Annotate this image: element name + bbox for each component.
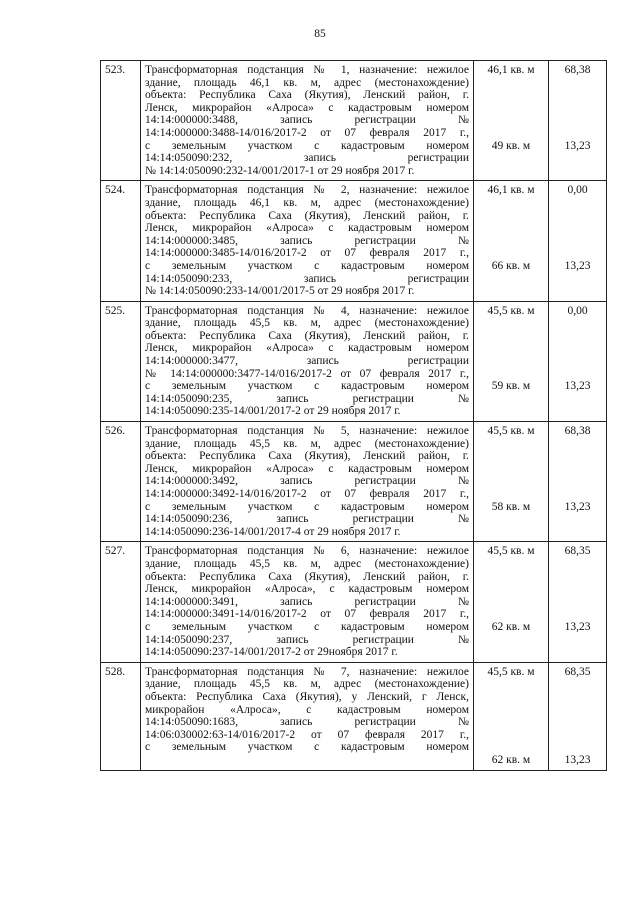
description-line: Трансформаторная подстанция № 4, назначение: нежилое [145, 304, 469, 317]
description-line: объекта: Республика Саха (Якутия), Ленский район, г. [145, 329, 469, 342]
building-area: 46,1 кв. м [487, 184, 535, 197]
description-line: здание, площадь 46,1 кв. м, адрес (местонахождение) [145, 76, 469, 89]
row-number: 528. [101, 662, 141, 770]
description-line: объекта: Республика Саха (Якутия), Ленский район, г. [145, 89, 469, 102]
value-cell [549, 301, 607, 421]
description-line: Ленск, микрорайон «Алроса» с кадастровым номером [145, 222, 469, 235]
description-line: с земельным участком с кадастровым номером [145, 139, 469, 152]
building-value: 68,35 [564, 545, 591, 558]
description-line: 14:14:050090:236, запись регистрации № [145, 513, 469, 526]
description-line: 14:14:000000:3488-14/016/2017-2 от 07 февраля 2017 г., [145, 126, 469, 139]
land-value: 13,23 [564, 139, 591, 152]
description-line: 14:14:000000:3491-14/016/2017-2 от 07 февраля 2017 г., [145, 608, 469, 621]
description-line: Трансформаторная подстанция № 1, назначение: нежилое [145, 64, 469, 76]
description-line: с земельным участком с кадастровым номером [145, 500, 469, 513]
description-line: 14:14:000000:3491, запись регистрации № [145, 595, 469, 608]
object-description [141, 61, 474, 181]
building-value: 68,35 [564, 665, 591, 678]
area-cell [474, 542, 549, 662]
description-line: микрорайон «Алроса», с кадастровым номером [145, 703, 469, 716]
building-value: 68,38 [564, 64, 591, 76]
page-number: 85 [314, 28, 326, 40]
description-line: здание, площадь 45,5 кв. м, адрес (местонахождение) [145, 557, 469, 570]
description-line: 14:14:000000:3488, запись регистрации № [145, 114, 469, 127]
description-line: с земельным участком с кадастровым номером [145, 259, 469, 272]
description-line: № 14:14:050090:233-14/001/2017-5 от 29 ноября 2017 г. [145, 285, 415, 298]
table-row [101, 301, 607, 421]
land-value: 13,23 [564, 620, 591, 633]
object-description [141, 181, 474, 301]
building-value: 0,00 [567, 184, 588, 197]
description-line: здание, площадь 45,5 кв. м, адрес (местонахождение) [145, 317, 469, 330]
description-line: 14:14:050090:233, запись регистрации [145, 272, 469, 285]
description-line: Ленск, микрорайон «Алроса» с кадастровым номером [145, 342, 469, 355]
row-number: 523. [101, 61, 141, 181]
value-cell [549, 61, 607, 181]
object-description [141, 422, 474, 542]
building-area: 46,1 кв. м [487, 64, 535, 76]
table-row [101, 422, 607, 542]
land-area: 62 кв. м [491, 620, 531, 633]
value-cell [549, 181, 607, 301]
description-line: Ленск, микрорайон «Алроса», с кадастровым номером [145, 583, 469, 596]
area-cell [474, 181, 549, 301]
description-line: 14:14:050090:235-14/001/2017-2 от 29 ноября 2017 г. [145, 405, 401, 418]
property-table [100, 60, 607, 771]
description-line: № 14:14:000000:3477-14/016/2017-2 от 07 февраля 2017 г., [145, 367, 469, 380]
land-area: 49 кв. м [491, 139, 531, 152]
table-row [101, 662, 607, 770]
land-area: 59 кв. м [491, 380, 531, 393]
value-cell [549, 422, 607, 542]
description-line: 14:14:000000:3485, запись регистрации № [145, 234, 469, 247]
object-description [141, 542, 474, 662]
building-value: 0,00 [567, 304, 588, 317]
land-value: 13,23 [564, 259, 591, 272]
building-area: 45,5 кв. м [487, 425, 535, 438]
row-number: 526. [101, 422, 141, 542]
description-line: Ленск, микрорайон «Алроса» с кадастровым номером [145, 101, 469, 114]
description-line: 14:14:000000:3485-14/016/2017-2 от 07 февраля 2017 г., [145, 247, 469, 260]
description-line: № 14:14:050090:232-14/001/2017-1 от 29 ноября 2017 г. [145, 164, 415, 177]
description-line: 14:14:000000:3492-14/016/2017-2 от 07 февраля 2017 г., [145, 488, 469, 500]
description-line: 14:14:050090:232, запись регистрации [145, 152, 469, 165]
description-line: здание, площадь 45,5 кв. м, адрес (местонахождение) [145, 678, 469, 691]
description-line: 14:14:050090:235, запись регистрации № [145, 392, 469, 405]
area-cell [474, 61, 549, 181]
row-number: 527. [101, 542, 141, 662]
description-line: 14:06:030002:63-14/016/2017-2 от 07 февраля 2017 г., [145, 728, 469, 741]
area-cell [474, 301, 549, 421]
land-value: 13,23 [564, 753, 591, 766]
description-line: Трансформаторная подстанция № 6, назначение: нежилое [145, 545, 469, 558]
description-line: 14:14:050090:1683, запись регистрации № [145, 716, 469, 729]
building-area: 45,5 кв. м [487, 665, 535, 678]
description-line: с земельным участком с кадастровым номером [145, 620, 469, 633]
area-cell [474, 662, 549, 770]
description-line: с земельным участком с кадастровым номером [145, 380, 469, 393]
land-area: 62 кв. м [491, 753, 531, 766]
description-line: 14:14:050090:237, запись регистрации № [145, 633, 469, 646]
description-line: Трансформаторная подстанция № 7, назначение: нежилое [145, 665, 469, 678]
description-line: 14:14:050090:237-14/001/2017-2 от 29ноября 2017 г. [145, 646, 398, 659]
description-line: Трансформаторная подстанция № 5, назначение: нежилое [145, 425, 469, 438]
land-area: 58 кв. м [491, 500, 531, 513]
description-line: объекта: Республика Саха (Якутия), Ленский район, г. [145, 450, 469, 463]
description-line: объекта: Республика Саха (Якутия), Ленский район, г. [145, 209, 469, 222]
table-row [101, 61, 607, 181]
description-line: объекта: Республика Саха (Якутия), у Ленский, г Ленск, [145, 690, 469, 703]
description-line: 14:14:050090:236-14/001/2017-4 от 29 ноября 2017 г. [145, 525, 401, 538]
description-line: здание, площадь 46,1 кв. м, адрес (местонахождение) [145, 196, 469, 209]
object-description [141, 662, 474, 770]
description-line: объекта: Республика Саха (Якутия), Ленский район, г. [145, 570, 469, 583]
building-value: 68,38 [564, 425, 591, 438]
object-description [141, 301, 474, 421]
building-area: 45,5 кв. м [487, 304, 535, 317]
land-area: 66 кв. м [491, 259, 531, 272]
table-row [101, 542, 607, 662]
description-line: Ленск, микрорайон «Алроса» с кадастровым номером [145, 462, 469, 475]
description-line: 14:14:000000:3477, запись регистрации [145, 355, 469, 368]
description-line: Трансформаторная подстанция № 2, назначение: нежилое [145, 184, 469, 197]
description-line: здание, площадь 45,5 кв. м, адрес (местонахождение) [145, 437, 469, 450]
row-number: 525. [101, 301, 141, 421]
land-value: 13,23 [564, 500, 591, 513]
area-cell [474, 422, 549, 542]
row-number: 524. [101, 181, 141, 301]
value-cell [549, 542, 607, 662]
table-row [101, 181, 607, 301]
land-value: 13,23 [564, 380, 591, 393]
value-cell [549, 662, 607, 770]
description-line: с земельным участком с кадастровым номером [145, 741, 469, 754]
description-line: 14:14:000000:3492, запись регистрации № [145, 475, 469, 488]
building-area: 45,5 кв. м [487, 545, 535, 558]
